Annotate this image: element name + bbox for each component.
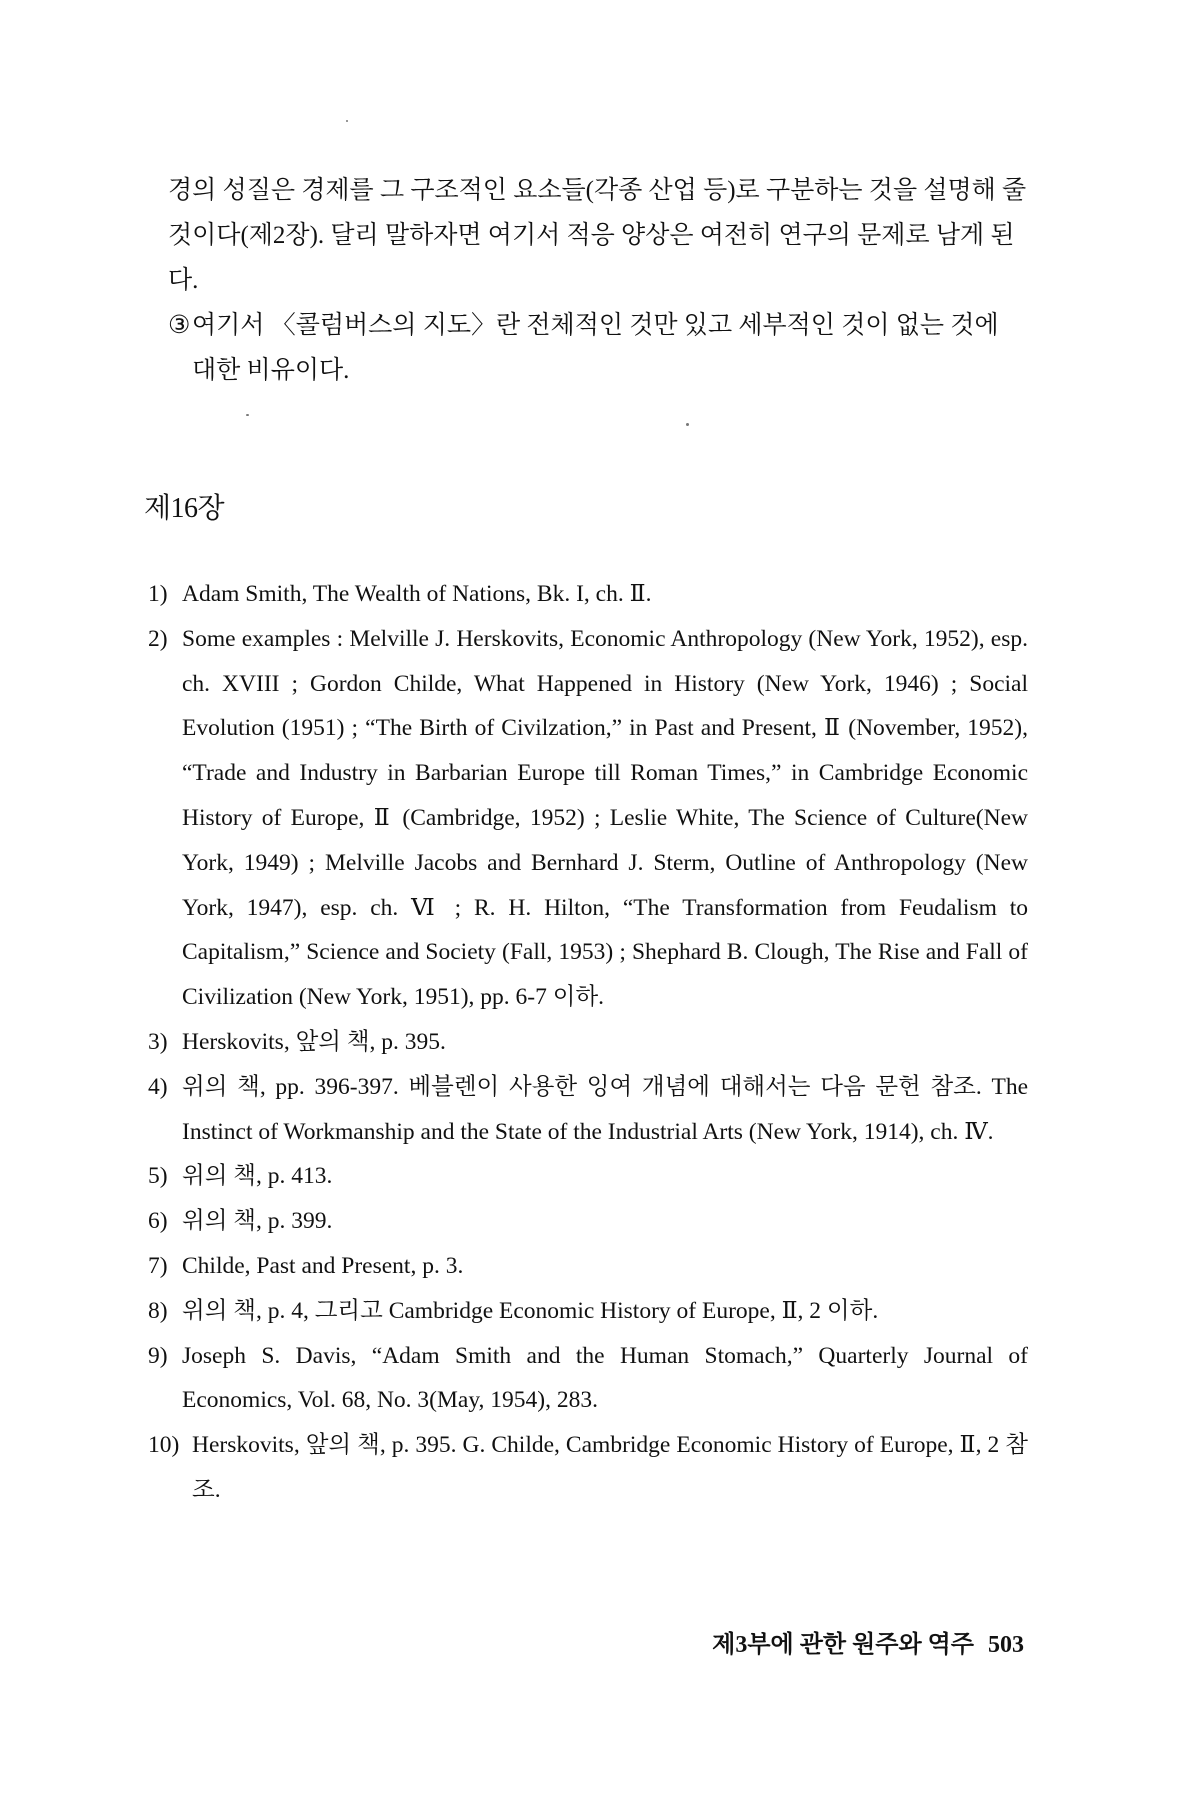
footnote-number: 5) — [148, 1163, 168, 1190]
footnote-text: Herskovits, 앞의 책, p. 395. — [182, 1028, 446, 1055]
footnote-list — [148, 572, 1028, 1513]
footnote-number: 7) — [148, 1252, 168, 1279]
footnote-item — [148, 1423, 1028, 1513]
footnote-number: 3) — [148, 1028, 168, 1055]
translator-note-3 — [168, 303, 1028, 393]
footnote-text: Childe, Past and Present, p. 3. — [182, 1252, 464, 1279]
footnote-item — [148, 1334, 1028, 1424]
footnote-number: 1) — [148, 581, 168, 607]
footnote-text: 위의 책, pp. 396-397. 베블렌이 사용한 잉여 개념에 대해서는 다음 문헌 참조. The Instinct of Workmanship and the State of the Industrial Arts (New York, 1914), ch. Ⅳ. — [182, 1073, 1028, 1145]
footnote-text: 위의 책, p. 413. — [182, 1163, 333, 1190]
footnote-item — [148, 572, 1028, 617]
scan-speck — [686, 423, 689, 426]
footnote-text: Joseph S. Davis, “Adam Smith and the Human Stomach,” Quarterly Journal of Economics, Vol. 68, No. 3(May, 1954), 283. — [182, 1342, 1028, 1414]
footnote-text: Herskovits, 앞의 책, p. 395. G. Childe, Cambridge Economic History of Europe, Ⅱ, 2 참조. — [192, 1432, 1028, 1503]
chapter-heading: 제16장 — [144, 493, 225, 524]
footnote-item — [148, 1020, 1028, 1065]
footnote-number: 9) — [148, 1342, 168, 1369]
footnote-number: 4) — [148, 1073, 168, 1100]
intro-text — [168, 168, 1028, 393]
footnote-text: Adam Smith, The Wealth of Nations, Bk. I, ch. Ⅱ. — [182, 581, 652, 607]
translator-note-3-text: 여기서 〈콜럼버스의 지도〉란 전체적인 것만 있고 세부적인 것이 없는 것에 대한 비유이다. — [192, 312, 999, 384]
scan-speck — [246, 414, 249, 416]
intro-paragraph-continuation: 경의 성질은 경제를 그 구조적인 요소들(각종 산업 등)로 구분하는 것을 설명해 줄 것이다(제2장). 달리 말하자면 여기서 적응 양상은 여전히 연구의 문제로 남게 된다. — [168, 177, 1027, 294]
footnote-text: 위의 책, p. 399. — [182, 1208, 333, 1235]
footnote-item — [148, 1199, 1028, 1244]
footnote-number: 2) — [148, 625, 168, 652]
running-title: 제3부에 관한 원주와 역주 — [712, 1632, 974, 1658]
page-number: 503 — [988, 1632, 1024, 1658]
footnote-text: 위의 책, p. 4, 그리고 Cambridge Economic History of Europe, Ⅱ, 2 이하. — [182, 1297, 879, 1324]
footnote-item — [148, 1244, 1028, 1289]
circled-number-marker: ③ — [168, 312, 191, 339]
footnote-item — [148, 1065, 1028, 1155]
page-footer — [664, 1624, 1024, 1659]
footnote-item — [148, 1154, 1028, 1199]
footnote-number: 8) — [148, 1297, 168, 1324]
footnote-item — [148, 617, 1028, 1020]
footnote-item — [148, 1289, 1028, 1334]
footnote-text: Some examples : Melville J. Herskovits, Economic Anthropology (New York, 1952), esp. ch. XVIII ; Gordon Childe, What Happened in History (New York, 1946) ; Social Evolution (1951) ; “The Birth of Civilzation,” in Past and Present, Ⅱ (November, 1952), “Trade and Industry in Barbarian Europe till Roman Times,” in Cambridge Economic History of Europe, Ⅱ (Cambridge, 1952) ; Leslie White, The Science of Culture(New York, 1949) ; Melville Jacobs and Bernhard J. Sterm, Outline of Anthropology (New York, 1947), esp. ch. Ⅵ ; R. H. Hilton, “The Transformation from Feudalism to Capitalism,” Science and Society (Fall, 1953) ; Shephard B. Clough, The Rise and Fall of Civilization (New York, 1951), pp. 6-7 이하. — [182, 625, 1028, 1011]
footnote-number: 6) — [148, 1208, 168, 1235]
scan-speck — [346, 120, 348, 122]
footnote-number: 10) — [148, 1432, 180, 1459]
